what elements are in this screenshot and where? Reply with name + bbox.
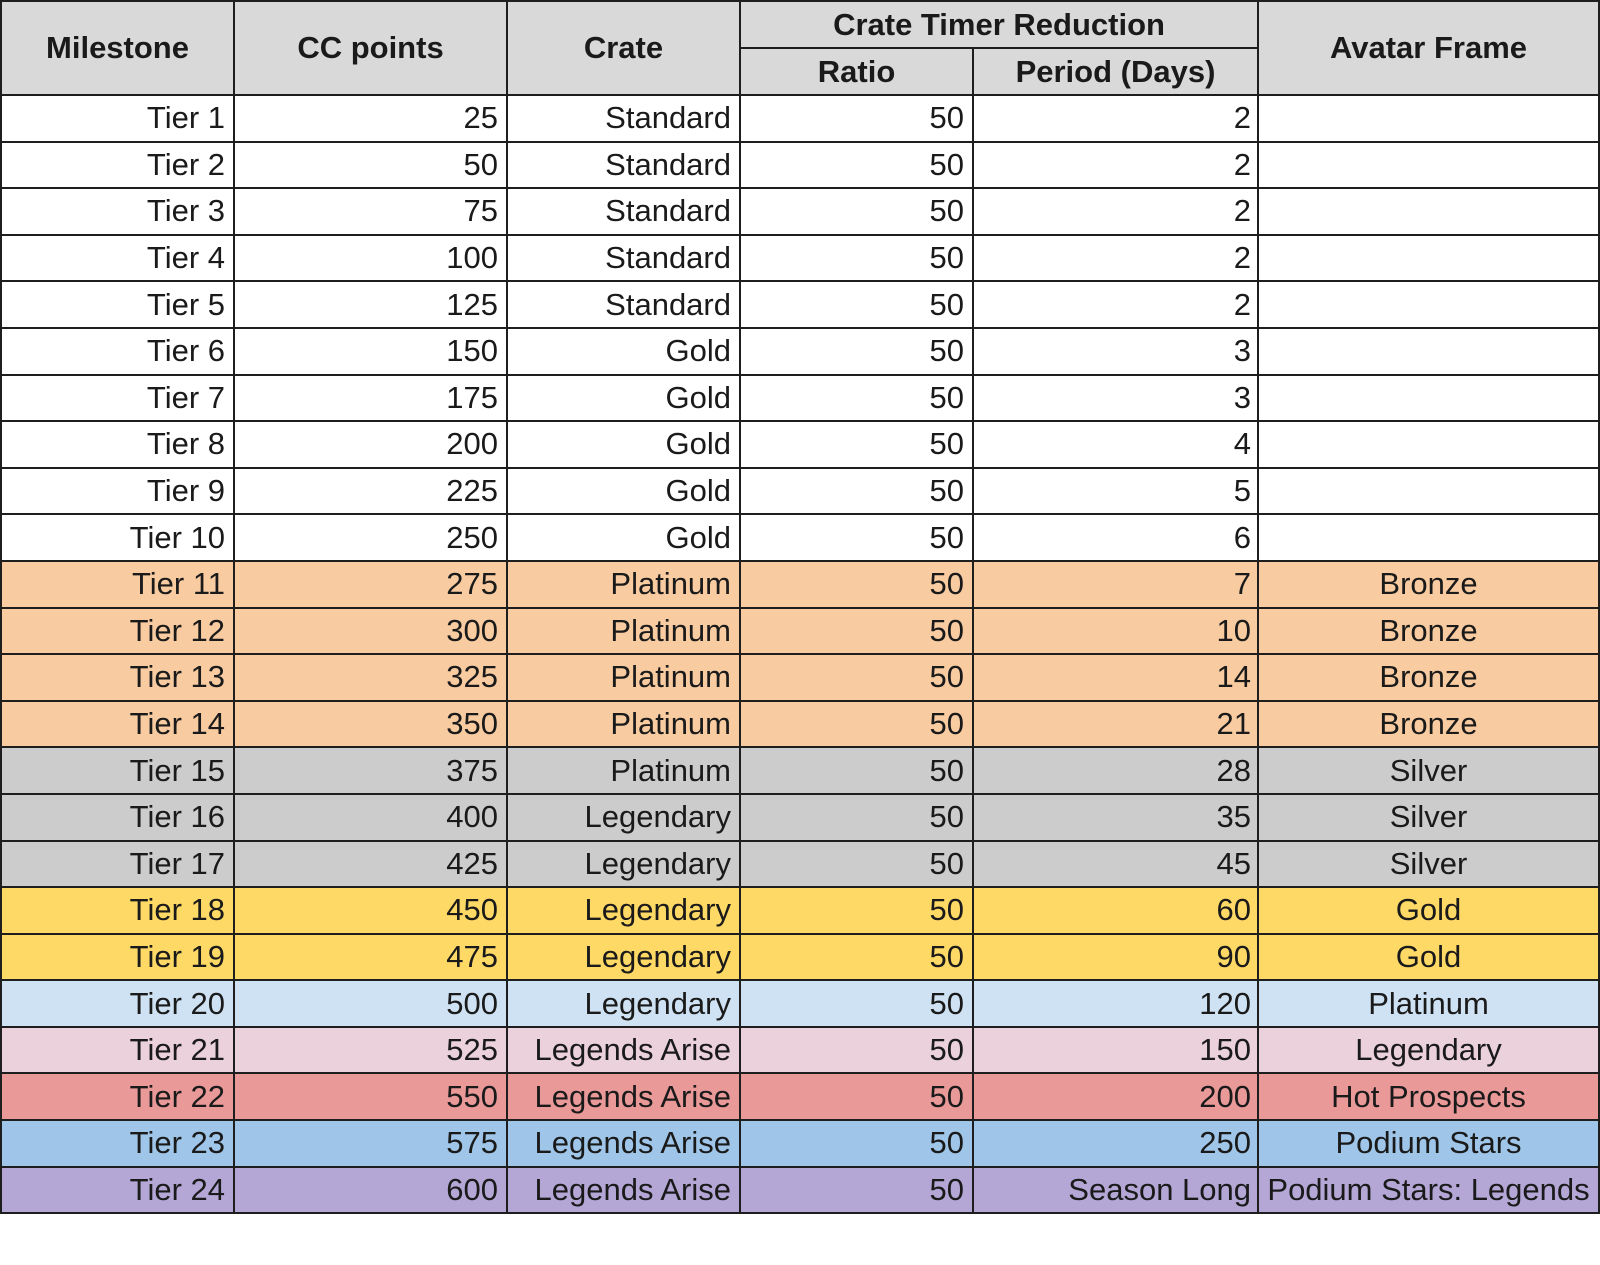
cell-milestone: Tier 5: [1, 281, 234, 328]
cell-milestone: Tier 19: [1, 934, 234, 981]
cell-cc-points: 475: [234, 934, 507, 981]
table-row: [1, 934, 1599, 981]
cell-milestone: Tier 10: [1, 514, 234, 561]
header-period-days: Period (Days): [973, 48, 1258, 95]
cell-period: 5: [973, 468, 1258, 515]
cell-avatar-frame: Platinum: [1258, 980, 1599, 1027]
cell-cc-points: 175: [234, 375, 507, 422]
cell-crate: Gold: [507, 421, 740, 468]
table-row: [1, 328, 1599, 375]
cell-ratio: 50: [740, 468, 973, 515]
cell-ratio: 50: [740, 1167, 973, 1214]
cell-avatar-frame: Silver: [1258, 747, 1599, 794]
cell-cc-points: 600: [234, 1167, 507, 1214]
cell-milestone: Tier 20: [1, 980, 234, 1027]
cell-crate: Platinum: [507, 701, 740, 748]
cell-milestone: Tier 13: [1, 654, 234, 701]
cell-cc-points: 450: [234, 887, 507, 934]
cell-crate: Standard: [507, 95, 740, 142]
table-row: [1, 188, 1599, 235]
cell-crate: Gold: [507, 468, 740, 515]
cell-ratio: 50: [740, 841, 973, 888]
cell-cc-points: 250: [234, 514, 507, 561]
cell-crate: Gold: [507, 514, 740, 561]
cell-crate: Gold: [507, 328, 740, 375]
cell-ratio: 50: [740, 142, 973, 189]
cell-period: 3: [973, 375, 1258, 422]
cell-ratio: 50: [740, 887, 973, 934]
cell-cc-points: 200: [234, 421, 507, 468]
cell-cc-points: 575: [234, 1120, 507, 1167]
cell-cc-points: 525: [234, 1027, 507, 1074]
cell-avatar-frame: Bronze: [1258, 701, 1599, 748]
cell-period: 14: [973, 654, 1258, 701]
header-milestone: Milestone: [1, 1, 234, 95]
cell-period: 3: [973, 328, 1258, 375]
cell-period: 200: [973, 1073, 1258, 1120]
cell-ratio: 50: [740, 1027, 973, 1074]
cell-cc-points: 425: [234, 841, 507, 888]
cell-period: 60: [973, 887, 1258, 934]
cell-avatar-frame: Legendary: [1258, 1027, 1599, 1074]
cell-cc-points: 25: [234, 95, 507, 142]
cell-period: 7: [973, 561, 1258, 608]
cell-milestone: Tier 8: [1, 421, 234, 468]
cell-period: 6: [973, 514, 1258, 561]
cell-milestone: Tier 17: [1, 841, 234, 888]
cell-ratio: 50: [740, 934, 973, 981]
cell-milestone: Tier 16: [1, 794, 234, 841]
cell-cc-points: 150: [234, 328, 507, 375]
cell-avatar-frame: [1258, 328, 1599, 375]
cell-avatar-frame: [1258, 142, 1599, 189]
cell-crate: Legends Arise: [507, 1027, 740, 1074]
table-row: [1, 375, 1599, 422]
cell-cc-points: 500: [234, 980, 507, 1027]
table-row: [1, 95, 1599, 142]
header-cc-points: CC points: [234, 1, 507, 95]
cell-avatar-frame: Bronze: [1258, 654, 1599, 701]
cell-ratio: 50: [740, 794, 973, 841]
table-row: [1, 421, 1599, 468]
cell-period: 10: [973, 608, 1258, 655]
cell-cc-points: 125: [234, 281, 507, 328]
cell-cc-points: 275: [234, 561, 507, 608]
table-row: [1, 1027, 1599, 1074]
cell-milestone: Tier 4: [1, 235, 234, 282]
header-avatar-frame: Avatar Frame: [1258, 1, 1599, 95]
table-row: [1, 608, 1599, 655]
cell-crate: Platinum: [507, 747, 740, 794]
cell-crate: Standard: [507, 142, 740, 189]
cell-ratio: 50: [740, 747, 973, 794]
cell-cc-points: 400: [234, 794, 507, 841]
cell-ratio: 50: [740, 654, 973, 701]
table-row: [1, 281, 1599, 328]
cell-milestone: Tier 9: [1, 468, 234, 515]
cell-avatar-frame: Silver: [1258, 841, 1599, 888]
cell-milestone: Tier 1: [1, 95, 234, 142]
cell-ratio: 50: [740, 328, 973, 375]
table-row: [1, 654, 1599, 701]
table-row: [1, 468, 1599, 515]
cell-period: 35: [973, 794, 1258, 841]
cell-crate: Platinum: [507, 561, 740, 608]
cell-period: 4: [973, 421, 1258, 468]
cell-milestone: Tier 14: [1, 701, 234, 748]
cell-avatar-frame: Bronze: [1258, 561, 1599, 608]
table-row: [1, 1073, 1599, 1120]
cell-avatar-frame: [1258, 468, 1599, 515]
table-row: [1, 887, 1599, 934]
cell-cc-points: 325: [234, 654, 507, 701]
cell-period: 120: [973, 980, 1258, 1027]
cell-period: Season Long: [973, 1167, 1258, 1214]
cell-crate: Legendary: [507, 934, 740, 981]
cell-ratio: 50: [740, 701, 973, 748]
cell-avatar-frame: [1258, 375, 1599, 422]
cell-period: 28: [973, 747, 1258, 794]
cell-cc-points: 100: [234, 235, 507, 282]
table-row: [1, 841, 1599, 888]
table-row: [1, 980, 1599, 1027]
cell-crate: Legends Arise: [507, 1120, 740, 1167]
cell-crate: Platinum: [507, 654, 740, 701]
cell-period: 2: [973, 235, 1258, 282]
cell-milestone: Tier 2: [1, 142, 234, 189]
cell-milestone: Tier 18: [1, 887, 234, 934]
cell-ratio: 50: [740, 608, 973, 655]
cell-period: 2: [973, 142, 1258, 189]
cell-crate: Standard: [507, 281, 740, 328]
cell-ratio: 50: [740, 561, 973, 608]
cell-ratio: 50: [740, 95, 973, 142]
cell-crate: Legendary: [507, 887, 740, 934]
header-crate: Crate: [507, 1, 740, 95]
cell-milestone: Tier 21: [1, 1027, 234, 1074]
cell-crate: Standard: [507, 188, 740, 235]
header-ratio: Ratio: [740, 48, 973, 95]
cell-crate: Legendary: [507, 794, 740, 841]
table-row: [1, 561, 1599, 608]
cell-milestone: Tier 11: [1, 561, 234, 608]
cell-cc-points: 550: [234, 1073, 507, 1120]
cell-milestone: Tier 6: [1, 328, 234, 375]
cell-avatar-frame: Bronze: [1258, 608, 1599, 655]
cell-crate: Legendary: [507, 841, 740, 888]
cell-crate: Legends Arise: [507, 1167, 740, 1214]
cell-ratio: 50: [740, 235, 973, 282]
cell-period: 45: [973, 841, 1258, 888]
table-row: [1, 514, 1599, 561]
cell-avatar-frame: [1258, 235, 1599, 282]
cell-crate: Legendary: [507, 980, 740, 1027]
cell-ratio: 50: [740, 1120, 973, 1167]
header-crate-timer-reduction: Crate Timer Reduction: [740, 1, 1258, 48]
cell-period: 150: [973, 1027, 1258, 1074]
cell-cc-points: 375: [234, 747, 507, 794]
cell-period: 2: [973, 188, 1258, 235]
cell-milestone: Tier 23: [1, 1120, 234, 1167]
cell-avatar-frame: [1258, 95, 1599, 142]
cell-milestone: Tier 3: [1, 188, 234, 235]
cell-avatar-frame: [1258, 188, 1599, 235]
cell-period: 21: [973, 701, 1258, 748]
table-header: [1, 1, 1599, 95]
cell-crate: Platinum: [507, 608, 740, 655]
table-row: [1, 794, 1599, 841]
cell-period: 90: [973, 934, 1258, 981]
cell-avatar-frame: Silver: [1258, 794, 1599, 841]
cell-milestone: Tier 15: [1, 747, 234, 794]
table-body: [1, 95, 1599, 1213]
cell-period: 250: [973, 1120, 1258, 1167]
cell-ratio: 50: [740, 514, 973, 561]
cell-avatar-frame: [1258, 281, 1599, 328]
cell-crate: Standard: [507, 235, 740, 282]
cell-milestone: Tier 22: [1, 1073, 234, 1120]
table-row: [1, 1167, 1599, 1214]
cell-avatar-frame: [1258, 421, 1599, 468]
cell-period: 2: [973, 95, 1258, 142]
cell-ratio: 50: [740, 188, 973, 235]
cell-period: 2: [973, 281, 1258, 328]
table-row: [1, 142, 1599, 189]
cell-cc-points: 300: [234, 608, 507, 655]
cell-cc-points: 350: [234, 701, 507, 748]
cell-avatar-frame: Podium Stars: [1258, 1120, 1599, 1167]
cell-ratio: 50: [740, 1073, 973, 1120]
cell-avatar-frame: Gold: [1258, 887, 1599, 934]
cell-ratio: 50: [740, 375, 973, 422]
cell-milestone: Tier 24: [1, 1167, 234, 1214]
table-row: [1, 1120, 1599, 1167]
table-row: [1, 235, 1599, 282]
cell-cc-points: 75: [234, 188, 507, 235]
cell-ratio: 50: [740, 980, 973, 1027]
cell-ratio: 50: [740, 421, 973, 468]
cell-milestone: Tier 12: [1, 608, 234, 655]
cell-cc-points: 225: [234, 468, 507, 515]
cell-crate: Gold: [507, 375, 740, 422]
table-row: [1, 701, 1599, 748]
cell-cc-points: 50: [234, 142, 507, 189]
cell-milestone: Tier 7: [1, 375, 234, 422]
cell-ratio: 50: [740, 281, 973, 328]
cell-avatar-frame: Gold: [1258, 934, 1599, 981]
cell-avatar-frame: Hot Prospects: [1258, 1073, 1599, 1120]
table-row: [1, 747, 1599, 794]
cell-avatar-frame: [1258, 514, 1599, 561]
cell-avatar-frame: Podium Stars: Legends: [1258, 1167, 1599, 1214]
cell-crate: Legends Arise: [507, 1073, 740, 1120]
